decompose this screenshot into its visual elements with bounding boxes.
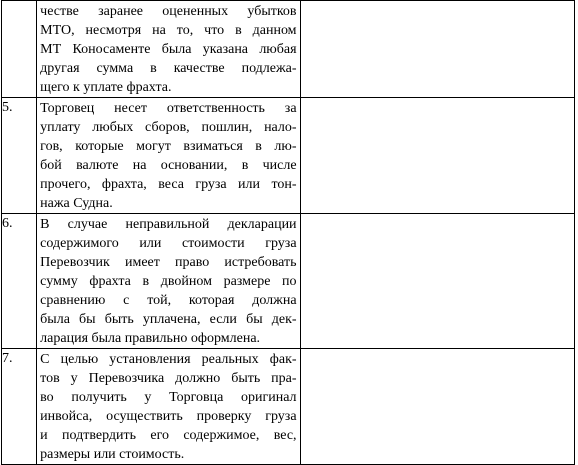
clause-text-line: тов у Перевозчика должно быть пра- xyxy=(40,371,297,386)
clause-text-line: честве заранее оцененных убытков xyxy=(40,4,297,19)
empty-cell xyxy=(300,349,574,465)
clause-text-line: МТО, несмотря на то, что в данном xyxy=(40,23,297,38)
clause-text-line: щего к уплате фрахта. xyxy=(40,80,172,95)
clause-text-line: Торговец несет ответственность за xyxy=(40,101,297,116)
empty-cell xyxy=(300,214,574,349)
table-row xyxy=(2,98,575,214)
clause-text-line: другая сумма в качестве подлежа- xyxy=(40,61,297,76)
clause-text-line: была бы быть уплачена, если бы дек- xyxy=(40,312,297,327)
clause-text-line: Перевозчик имеет право истребовать xyxy=(40,255,297,270)
table-row xyxy=(2,1,575,98)
clause-text-line: во получить у Торговца оригинал xyxy=(40,390,297,405)
clause-number: 5. xyxy=(2,98,37,214)
clause-text-line: гов, которые могут взиматься в лю- xyxy=(40,139,297,154)
clause-text-line: МТ Коносаменте была указана любая xyxy=(40,42,297,57)
clause-text-line: инвойса, осуществить проверку груза xyxy=(40,409,297,424)
empty-cell xyxy=(300,98,574,214)
clause-number: 7. xyxy=(2,349,37,465)
clause-text-line: нажа Судна. xyxy=(40,196,113,211)
clause-text xyxy=(37,98,300,214)
clause-text-line: В случае неправильной декларации xyxy=(40,217,297,232)
document-table xyxy=(1,0,575,465)
clause-number xyxy=(2,1,37,98)
table-row xyxy=(2,349,575,465)
clause-text-line: ларация была правильно оформлена. xyxy=(40,331,261,346)
clause-text-line: содержимого или стоимости груза xyxy=(40,236,297,251)
clause-text xyxy=(37,349,300,465)
clause-text-line: сумму фрахта в двойном размере по xyxy=(40,274,297,289)
clause-text-line: и подтвердить его содержимое, вес, xyxy=(40,428,297,443)
clause-text-line: бой валюте на основании, в числе xyxy=(40,158,297,173)
table-row xyxy=(2,214,575,349)
clause-text-line: прочего, фрахта, веса груза или тон- xyxy=(40,177,297,192)
empty-cell xyxy=(300,1,574,98)
clause-text-line: уплату любых сборов, пошлин, нало- xyxy=(40,120,297,135)
clause-text-line: С целью установления реальных фак- xyxy=(40,352,297,367)
clause-text xyxy=(37,1,300,98)
clause-number: 6. xyxy=(2,214,37,349)
clause-text-line: сравнению с той, которая должна xyxy=(40,293,297,308)
clause-text xyxy=(37,214,300,349)
clause-text-line: размеры или стоимость. xyxy=(40,447,185,462)
